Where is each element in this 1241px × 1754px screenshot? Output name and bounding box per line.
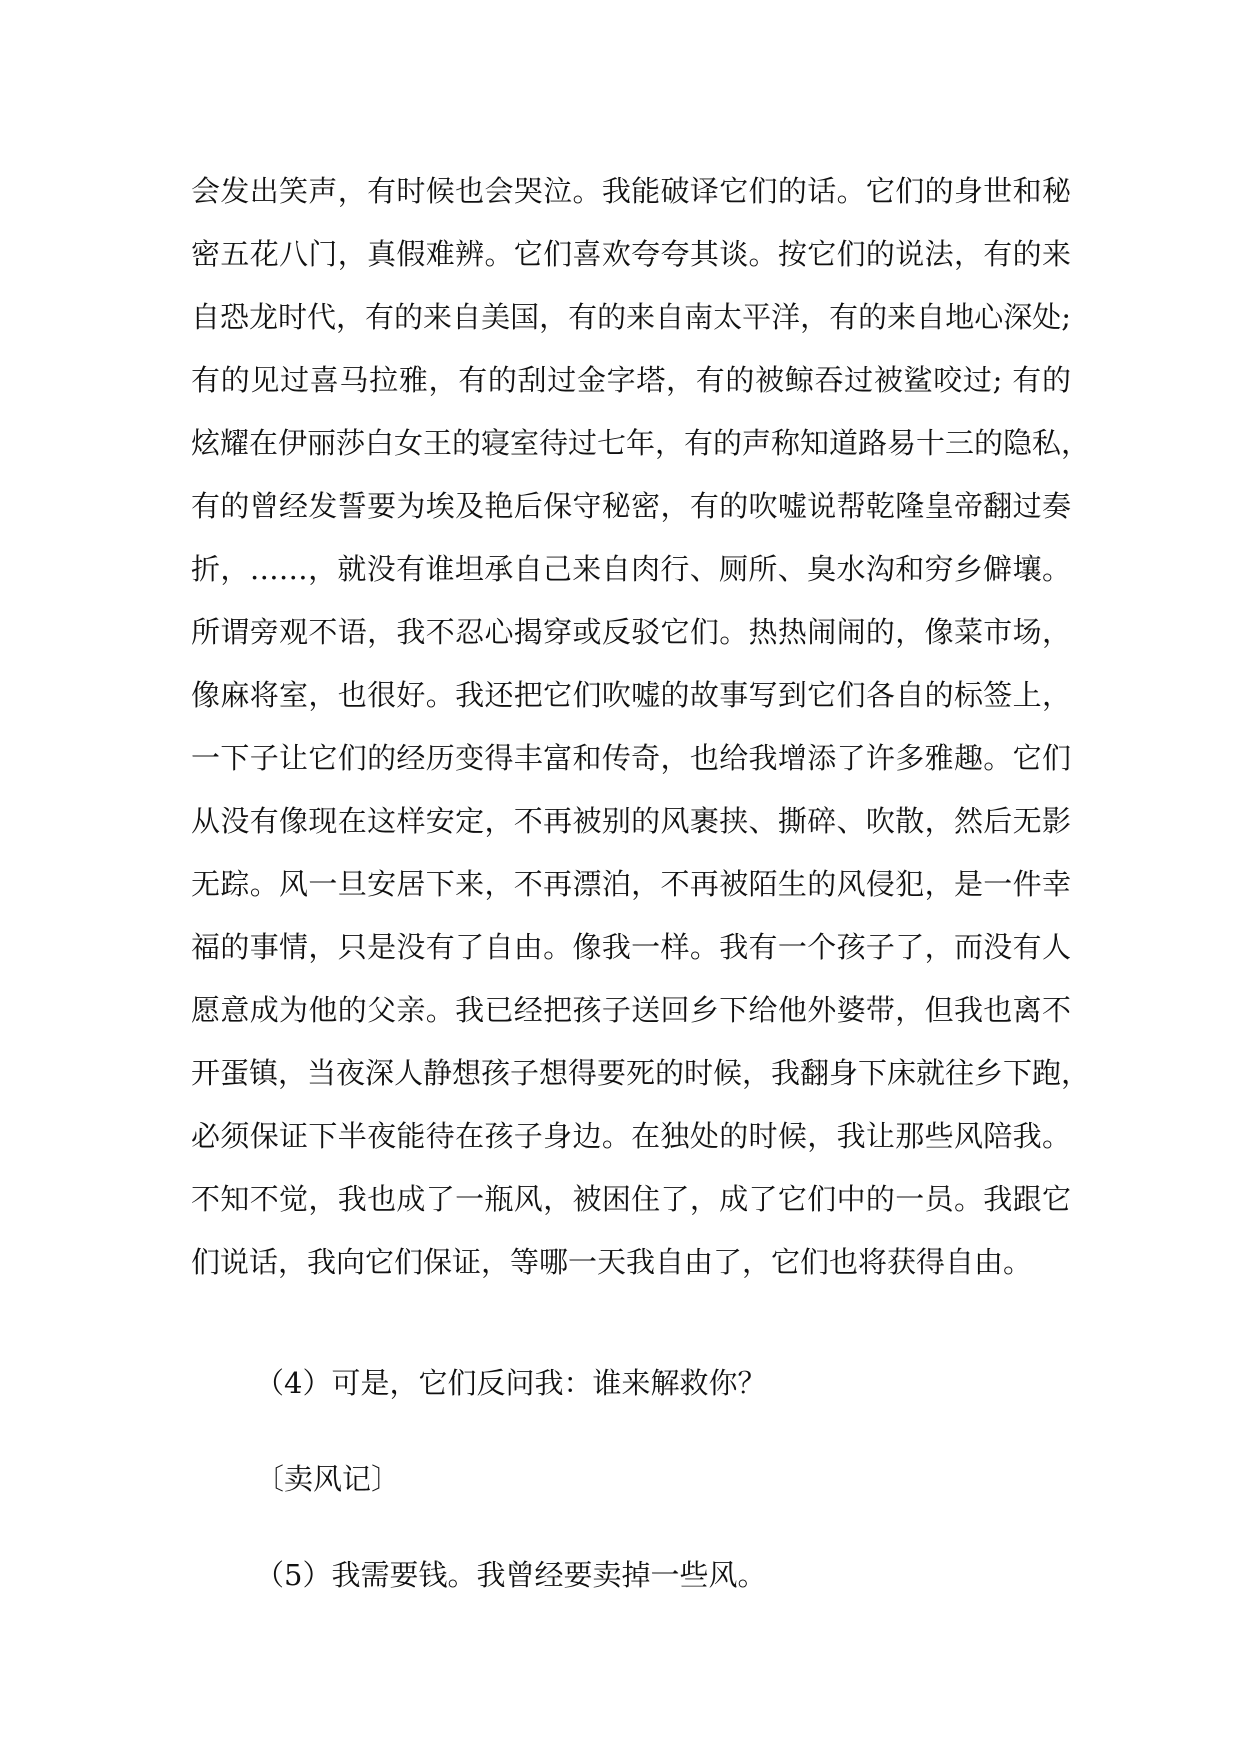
text-line: 必须保证下半夜能待在孩子身边。在独处的时候，我让那些风陪我。: [191, 1119, 1071, 1153]
text-line: 像麻将室，也很好。我还把它们吹嘘的故事写到它们各自的标签上，: [191, 678, 1071, 712]
text-line: 无踪。风一旦安居下来，不再漂泊，不再被陌生的风侵犯，是一件幸: [191, 867, 1071, 901]
text-line: 们说话，我向它们保证，等哪一天我自由了，它们也将获得自由。: [191, 1245, 1033, 1279]
text-line: 折，……，就没有谁坦承自己来自肉行、厕所、臭水沟和穷乡僻壤。: [191, 552, 1071, 586]
section-title: 〔卖风记〕: [255, 1462, 401, 1496]
text-line: 会发出笑声，有时候也会哭泣。我能破译它们的话。它们的身世和秘: [191, 174, 1071, 208]
text-line: 福的事情，只是没有了自由。像我一样。我有一个孩子了，而没有人: [191, 930, 1071, 964]
paragraph-4: （4）可是，它们反问我：谁来解救你？: [255, 1366, 767, 1400]
text-line: 炫耀在伊丽莎白女王的寝室待过七年，有的声称知道路易十三的隐私，: [191, 426, 1091, 460]
text-line: 开蛋镇，当夜深人静想孩子想得要死的时候，我翻身下床就往乡下跑，: [191, 1056, 1091, 1090]
text-line: 所谓旁观不语，我不忍心揭穿或反驳它们。热热闹闹的，像菜市场，: [191, 615, 1071, 649]
text-line: 从没有像现在这样安定，不再被别的风裹挟、撕碎、吹散，然后无影: [191, 804, 1071, 838]
body-paragraph: [191, 160, 1091, 1294]
text-line: 有的曾经发誓要为埃及艳后保守秘密，有的吹嘘说帮乾隆皇帝翻过奏: [191, 489, 1071, 523]
text-line: 一下子让它们的经历变得丰富和传奇，也给我增添了许多雅趣。它们: [191, 741, 1071, 775]
paragraph-5: （5）我需要钱。我曾经要卖掉一些风。: [255, 1558, 767, 1592]
text-line: 自恐龙时代，有的来自美国，有的来自南太平洋，有的来自地心深处;: [191, 300, 1071, 334]
text-line: 不知不觉，我也成了一瓶风，被困住了，成了它们中的一员。我跟它: [191, 1182, 1071, 1216]
text-line: 密五花八门，真假难辨。它们喜欢夸夸其谈。按它们的说法，有的来: [191, 237, 1071, 271]
text-line: 有的见过喜马拉雅，有的刮过金字塔，有的被鲸吞过被鲨咬过; 有的: [191, 363, 1071, 397]
text-line: 愿意成为他的父亲。我已经把孩子送回乡下给他外婆带，但我也离不: [191, 993, 1071, 1027]
